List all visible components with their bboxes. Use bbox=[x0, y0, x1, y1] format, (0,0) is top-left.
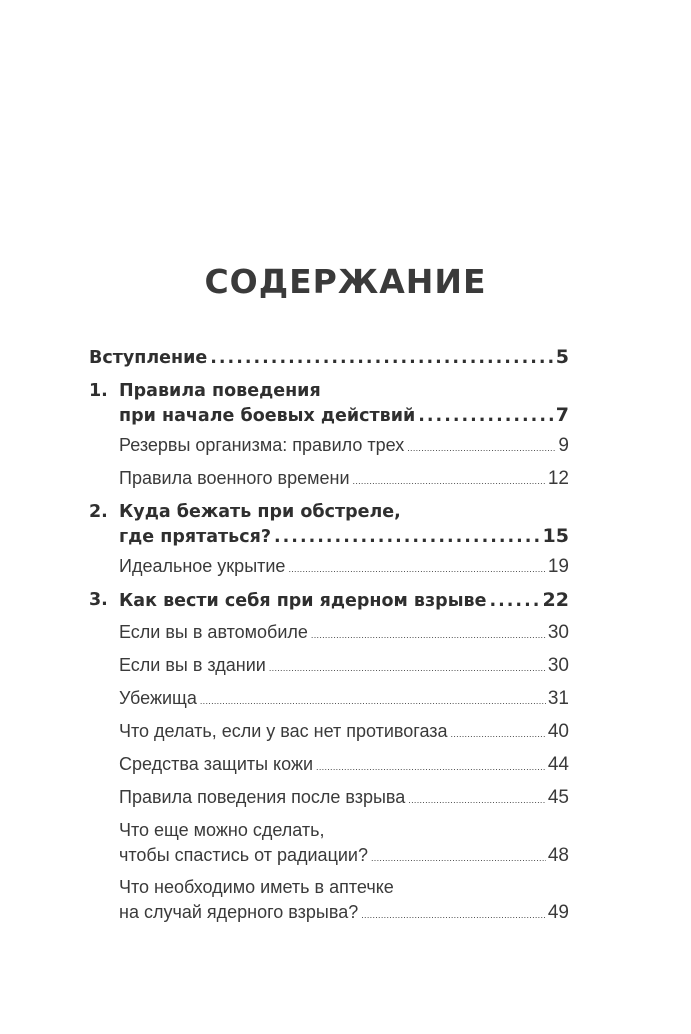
toc-entry-label: Вступление bbox=[89, 348, 208, 368]
dot-leader bbox=[269, 653, 546, 683]
toc-subentry[interactable] bbox=[89, 782, 569, 815]
toc-subentry[interactable] bbox=[89, 749, 569, 782]
page-title: СОДЕРЖАНИЕ bbox=[204, 262, 487, 301]
toc-page-number: 48 bbox=[547, 845, 569, 866]
toc-entry-label: Правила поведения после взрыва bbox=[119, 787, 406, 807]
toc-page-number: 30 bbox=[547, 622, 569, 643]
toc-page-number: 7 bbox=[555, 404, 569, 426]
toc-entry-label: Убежища bbox=[119, 688, 197, 708]
toc-page-number: 30 bbox=[547, 655, 569, 676]
toc-subentry[interactable] bbox=[89, 818, 569, 871]
dot-leader bbox=[489, 589, 539, 613]
toc-entry-label-line2: чтобы спастись от радиации? bbox=[119, 845, 368, 865]
toc-page-number: 22 bbox=[542, 589, 569, 611]
chapter-number: 2. bbox=[89, 502, 108, 522]
chapter-title-line1: Как вести себя при ядерном взрыве bbox=[119, 591, 487, 611]
toc-page-number: 12 bbox=[547, 468, 569, 489]
toc-entry-label: Резервы организма: правило трех bbox=[119, 435, 405, 455]
toc-entry-label-line1: Что необходимо иметь в аптечке bbox=[119, 877, 394, 897]
dot-leader bbox=[361, 903, 546, 928]
chapter-number: 1. bbox=[89, 381, 108, 401]
dot-leader bbox=[371, 846, 546, 871]
toc-subentry[interactable] bbox=[89, 650, 569, 683]
chapter-title-line2: при начале боевых действий bbox=[119, 406, 416, 426]
toc-page-number: 31 bbox=[547, 688, 569, 709]
dot-leader bbox=[451, 719, 546, 749]
toc-page-number: 15 bbox=[542, 525, 569, 547]
dot-leader bbox=[316, 752, 546, 782]
dot-leader bbox=[418, 404, 553, 428]
toc-chapter-2[interactable] bbox=[89, 500, 569, 549]
toc-entry-label: Если вы в здании bbox=[119, 655, 266, 675]
toc-entry-label: Если вы в автомобиле bbox=[119, 622, 308, 642]
toc-subentry[interactable] bbox=[89, 716, 569, 749]
toc-entry-label-line1: Что еще можно сделать, bbox=[119, 820, 325, 840]
toc-page-number: 49 bbox=[547, 902, 569, 923]
toc-page-number: 40 bbox=[547, 721, 569, 742]
toc-page-number: 9 bbox=[558, 435, 569, 456]
toc-entry-intro[interactable] bbox=[89, 343, 569, 372]
toc-subentry[interactable] bbox=[89, 683, 569, 716]
toc-subentry[interactable] bbox=[89, 875, 569, 928]
table-of-contents bbox=[89, 343, 569, 932]
chapter-title-line2: где прятаться? bbox=[119, 527, 272, 547]
chapter-number: 3. bbox=[89, 590, 108, 610]
dot-leader bbox=[210, 344, 553, 372]
toc-entry-label: Идеальное укрытие bbox=[119, 556, 286, 576]
toc-page-number: 19 bbox=[547, 556, 569, 577]
dot-leader bbox=[353, 466, 546, 496]
chapter-title-line1: Правила поведения bbox=[119, 381, 321, 401]
toc-page-number: 45 bbox=[547, 787, 569, 808]
toc-entry-label: Правила военного времени bbox=[119, 468, 350, 488]
toc-chapter-1[interactable] bbox=[89, 379, 569, 428]
toc-entry-label-line2: на случай ядерного взрыва? bbox=[119, 902, 359, 922]
toc-subentry[interactable] bbox=[89, 463, 569, 496]
toc-entry-label: Средства защиты кожи bbox=[119, 754, 314, 774]
dot-leader bbox=[200, 686, 546, 716]
dot-leader bbox=[274, 525, 540, 549]
toc-page-number: 44 bbox=[547, 754, 569, 775]
dot-leader bbox=[311, 620, 546, 650]
toc-subentry[interactable] bbox=[89, 430, 569, 463]
toc-page-number: 5 bbox=[555, 346, 569, 368]
dot-leader bbox=[407, 433, 556, 463]
toc-chapter-3[interactable] bbox=[89, 588, 569, 613]
chapter-title-line1: Куда бежать при обстреле, bbox=[119, 502, 401, 522]
toc-subentry[interactable] bbox=[89, 551, 569, 584]
toc-subentry[interactable] bbox=[89, 617, 569, 650]
dot-leader bbox=[288, 554, 545, 584]
dot-leader bbox=[408, 785, 546, 815]
toc-entry-label: Что делать, если у вас нет противогаза bbox=[119, 721, 448, 741]
